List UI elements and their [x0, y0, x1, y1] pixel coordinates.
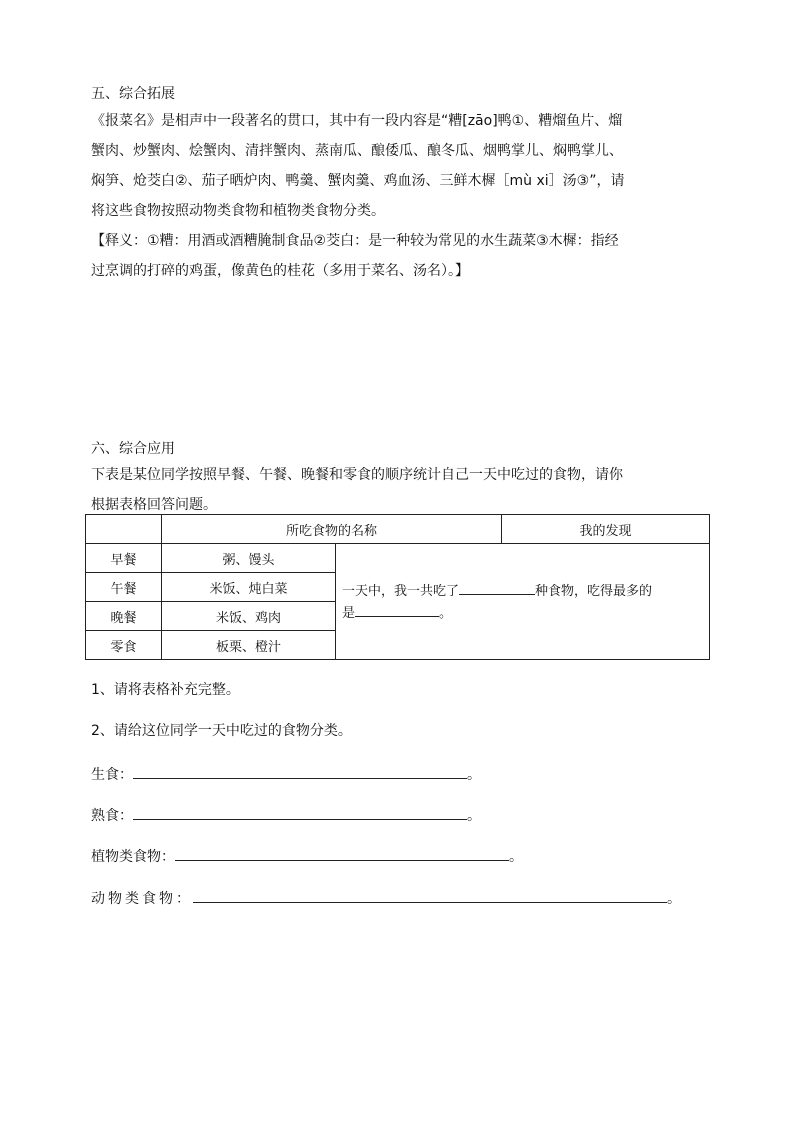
food-count-blank[interactable] [459, 580, 535, 595]
section-5-line: 焖笋、炝茭白②、茄子晒炉肉、鸭羹、蟹肉羹、鸡血汤、三鲜木樨［mù xi］汤③”，请 [91, 173, 625, 189]
foods-cell: 板栗、橙汁 [162, 631, 336, 660]
animal-food-label: 动物类食物： [91, 891, 193, 907]
fill-end: 。 [509, 849, 523, 865]
foods-cell: 米饭、炖白菜 [162, 573, 336, 602]
finding-text-2: 种食物，吃得最多的 [535, 583, 653, 599]
section-6-text [91, 460, 706, 520]
table-row [86, 544, 710, 573]
table-header-row [86, 515, 710, 544]
cooked-food-answer-line[interactable] [133, 805, 467, 820]
meal-cell: 零食 [86, 631, 162, 660]
plant-food-answer-line[interactable] [175, 846, 509, 861]
raw-food-answer-line[interactable] [133, 764, 467, 779]
finding-text-1: 一天中，我一共吃了 [342, 583, 460, 599]
section-5-line: 蟹肉、炒蟹肉、烩蟹肉、清拌蟹肉、蒸南瓜、酿倭瓜、酿冬瓜、烟鸭掌儿、焖鸭掌儿、 [91, 143, 623, 159]
fill-end: 。 [467, 767, 481, 783]
question-2: 2、请给这位同学一天中吃过的食物分类。 [91, 723, 352, 739]
findings-cell [336, 544, 710, 660]
section-5-note: 【释义：①糟：用酒或酒糟腌制食品②茭白：是一种较为常见的水生蔬菜③木樨：指经 [91, 233, 619, 249]
meal-cell: 晚餐 [86, 602, 162, 631]
cooked-food-label: 熟食： [91, 808, 133, 824]
section-5-line: 将这些食物按照动物类食物和植物类食物分类。 [91, 203, 385, 219]
meal-cell: 早餐 [86, 544, 162, 573]
fill-end: 。 [467, 808, 481, 824]
cooked-food-row [91, 805, 481, 826]
header-food-names: 所吃食物的名称 [162, 515, 502, 544]
raw-food-label: 生食： [91, 767, 133, 783]
animal-food-row [91, 888, 684, 909]
finding-end: 。 [439, 605, 453, 621]
section-6-heading: 六、综合应用 [91, 441, 175, 457]
table-corner-cell [86, 515, 162, 544]
section-5-line: 《报菜名》是相声中一段著名的贯口，其中有一段内容是“糟[zāo]鸭①、糟熘鱼片、熘 [91, 113, 623, 129]
plant-food-row [91, 846, 523, 867]
section-5-heading: 五、综合拓展 [91, 86, 175, 102]
foods-cell: 粥、馒头 [162, 544, 336, 573]
animal-food-answer-line[interactable] [193, 888, 667, 903]
raw-food-row [91, 764, 481, 785]
finding-text-3: 是 [342, 605, 356, 621]
meal-cell: 午餐 [86, 573, 162, 602]
section-5-text [91, 106, 706, 286]
plant-food-label: 植物类食物： [91, 849, 175, 865]
header-my-findings: 我的发现 [502, 515, 710, 544]
most-eaten-blank[interactable] [355, 602, 439, 617]
fill-end: 。 [667, 891, 684, 907]
section-5-note: 过烹调的打碎的鸡蛋，像黄色的桂花（多用于菜名、汤名）。】 [91, 263, 469, 279]
food-table [85, 514, 710, 660]
foods-cell: 米饭、鸡肉 [162, 602, 336, 631]
question-1: 1、请将表格补充完整。 [91, 682, 240, 698]
section-6-line: 下表是某位同学按照早餐、午餐、晚餐和零食的顺序统计自己一天中吃过的食物，请你 [91, 467, 623, 483]
section-6-line: 根据表格回答问题。 [91, 497, 217, 513]
